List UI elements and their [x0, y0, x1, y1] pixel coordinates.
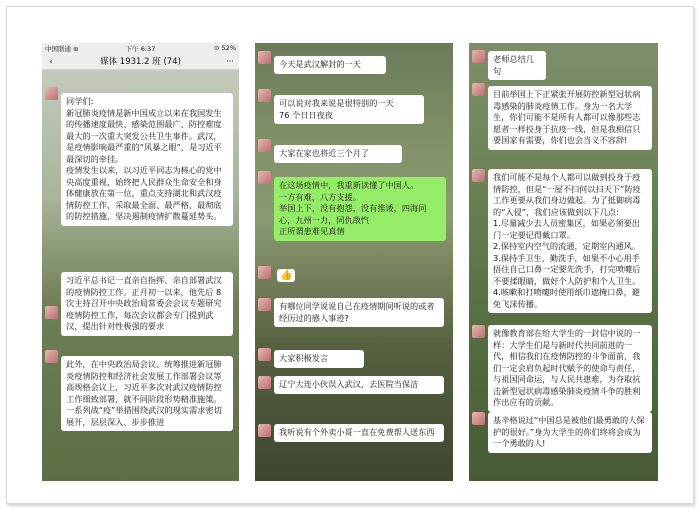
status-bar [42, 43, 239, 53]
message-bubble: 我听说有个外卖小哥一直在免费帮人送东西 [274, 424, 444, 442]
message-bubble: 基辛格说过“中国总是被他们最勇敢的人保护的很好。”身为大学生的你们终将会成为一个勇敢的人! [488, 412, 652, 453]
avatar[interactable] [472, 50, 485, 63]
message-bubble: 此外，在中央政治局会议、统筹推进新冠肺炎疫情防控和经济社会发展工作部署会议等高规格会议上，习近平多次对武汉疫情防控工作细致部署，就不同阶段形势精准施策。一系列战“疫”举措围绕武汉的现实需求密切展开，层层深入、步步推进 [61, 356, 233, 431]
avatar[interactable] [45, 87, 58, 100]
avatar[interactable] [472, 325, 485, 338]
message-bubble: 大家积极发言 [274, 350, 364, 368]
message-bubble: 老师总结几句 [488, 51, 546, 80]
avatar[interactable] [45, 306, 58, 319]
message-bubble: 有哪位同学说说自己在疫情期间听说的或者经历过的感人事迹? [274, 298, 444, 327]
message-bubble: 在这场疫情中，我重新读懂了中国人。 一方有难，八方支援。 举国上下，没有抱怨，没有推诿，四海同心，九州一力，同仇敌忾 正所谓患难见真情 [274, 177, 446, 241]
avatar[interactable] [258, 424, 271, 437]
avatar[interactable] [258, 89, 271, 102]
chat-screenshot-3 [469, 43, 658, 481]
avatar[interactable] [258, 298, 271, 311]
message-bubble: 辽宁大连小伙误入武汉，去医院当保洁 [274, 376, 444, 394]
message-bubble: 目前举国上下正紧张开展防控新型冠状病毒感染的肺炎疫情工作。身为一名大学生，你们可能不是所有人都可以像那些志愿者一样投身于抗疫一线，但是我相信只要国家有需要，你们也会当义不容辞! [488, 86, 652, 150]
chat-header [42, 53, 239, 70]
avatar[interactable] [258, 266, 271, 279]
avatar[interactable] [258, 348, 271, 361]
avatar[interactable] [45, 350, 58, 363]
message-bubble: 我们可能不是每个人都可以做到投身于疫情防控，但是“一屋不扫何以扫天下”防疫工作更要从我们身边做起。为了抵御病毒的“入侵”，我们应该做到以下几点: 1.尽量减少去人员密集区，如果必须要出门一定要记得戴口罩。 2.保持室内空气的流通，定期室内通风。 3.保持手卫生，勤洗手，如果不小心用手捂住自己口鼻一定要先洗手，打完喷嚏后不要揉眼睛，做好个人防护和个人卫生。 4.咳嗽和打喷嚏时使用纸巾遮掩口鼻，避免飞沫传播。 [488, 169, 652, 313]
avatar[interactable] [472, 169, 485, 182]
avatar[interactable] [258, 139, 271, 152]
avatar[interactable] [258, 376, 271, 389]
time-label: 下午 6:37 [125, 44, 156, 53]
avatar[interactable] [472, 412, 485, 425]
chat-title: 媒体 1931.2 班 (74) [100, 57, 181, 67]
message-bubble: 就像教育部在给大学生的一封信中说的一样：大学生们是与新时代共同前进的一代，相信我们在疫情防控的斗争面前，我们一定会肩负起时代赋予的使命与责任，与祖国同命运，与人民共患难，为夺取抗击新型冠状病毒感染肺炎疫情斗争的胜利作出应有的贡献。 [488, 325, 652, 412]
message-bubble: 大家在家也将近三个月了 [274, 145, 402, 163]
chat-screenshot-2 [255, 43, 453, 481]
avatar[interactable] [258, 51, 271, 64]
message-bubble: 可以说对我来说是很特别的一天 76 个日日夜夜 [274, 95, 424, 124]
chat-screenshot-1 [42, 43, 239, 481]
thumbs-up-emoji: 👍 [277, 269, 295, 282]
battery-label: ⊙ 52% [214, 44, 236, 52]
carrier-label: 中国联通 ⊜ [45, 44, 79, 53]
message-bubble: 同学们: 新冠肺炎疫情是新中国成立以来在我国发生的传播速度最快、感染范围最广、防控难度最大的一次重大突发公共卫生事件。武汉，是疫情影响最严重的“风暴之眼”，是习近平最深切的牵挂。 疫情发生以来，以习近平同志为核心的党中央高度重视，始终把人民群众生命安全和身体健康放在第一位，重点支持湖北和武汉疫情防控工作，采取最全面、最严格、最彻底的防控措施，坚决遏制疫情扩散蔓延势头。 [61, 93, 233, 226]
chevron-left-icon[interactable]: ‹ [49, 56, 53, 66]
message-bubble: 今天是武汉解封的一天 [274, 56, 386, 74]
message-bubble: 习近平总书记一直亲自指挥、亲自部署武汉的疫情防控工作。正月初一以来，他先后 8 次主持召开中央政治局常委会会议专题研究疫情防控工作，每次会议都会专门提到武汉，提出针对性极强的要求 [61, 272, 233, 336]
avatar[interactable] [472, 83, 485, 96]
avatar[interactable] [258, 171, 271, 184]
ellipsis-icon[interactable]: ··· [226, 56, 234, 66]
